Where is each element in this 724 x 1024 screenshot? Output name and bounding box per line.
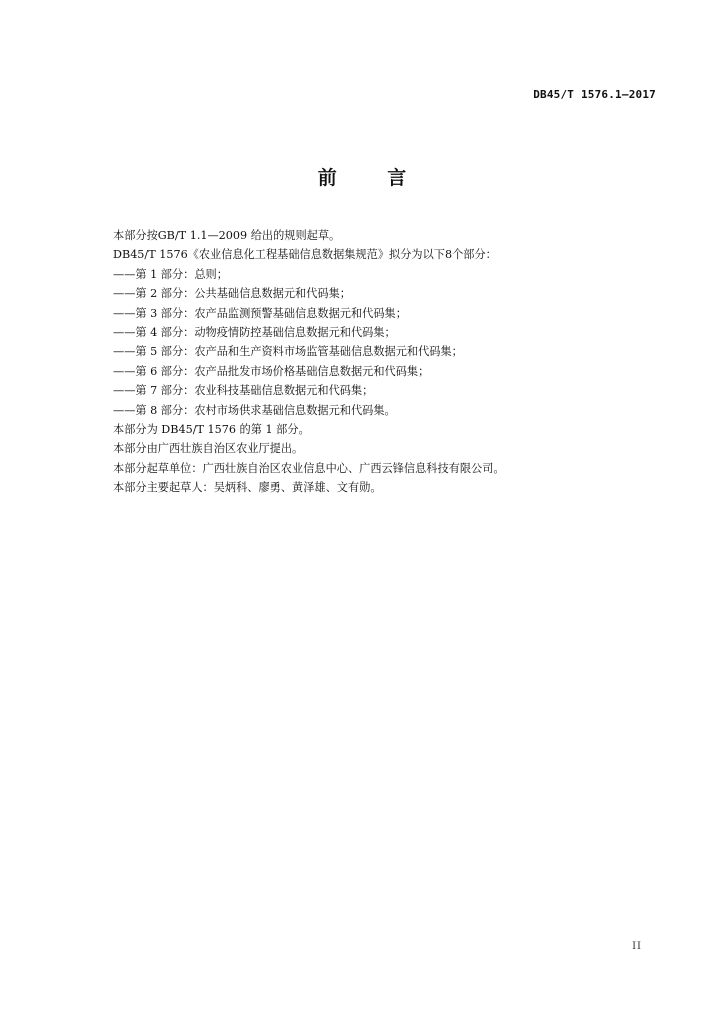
list-item-part-7: ——第 7 部分：农业科技基础信息数据元和代码集； (113, 384, 374, 398)
list-item-part-3: ——第 3 部分：农产品监测预警基础信息数据元和代码集； (113, 306, 407, 320)
foreword-body (113, 226, 673, 498)
list-item-part-5: ——第 5 部分：农产品和生产资料市场监管基础信息数据元和代码集； (113, 345, 463, 359)
paragraph-drafting-rule: 本部分按GB/T 1.1—2009 给出的规则起草。 (113, 229, 341, 242)
paragraph-proposer: 本部分由广西壮族自治区农业厅提出。 (113, 442, 304, 456)
paragraph-drafters: 本部分主要起草人：吴炳科、廖勇、黄泽雄、文有勋。 (113, 481, 382, 495)
list-item-part-2: ——第 2 部分：公共基础信息数据元和代码集； (113, 287, 351, 301)
list-item-part-4: ——第 4 部分：动物疫情防控基础信息数据元和代码集； (113, 326, 396, 340)
paragraph-standard-parts: DB45/T 1576《农业信息化工程基础信息数据集规范》拟分为以下8个部分： (113, 248, 497, 262)
list-item-part-6: ——第 6 部分：农产品批发市场价格基础信息数据元和代码集； (113, 364, 430, 378)
page-number: II (632, 941, 642, 952)
list-item-part-1: ——第 1 部分：总则； (113, 267, 228, 281)
page-title: 前 言 (317, 167, 429, 189)
paragraph-this-part: 本部分为 DB45/T 1576 的第 1 部分。 (113, 423, 310, 437)
document-id: DB45/T 1576.1—2017 (533, 88, 656, 101)
paragraph-drafting-units: 本部分起草单位：广西壮族自治区农业信息中心、广西云锋信息科技有限公司。 (113, 461, 505, 475)
list-item-part-8: ——第 8 部分：农村市场供求基础信息数据元和代码集。 (113, 403, 396, 417)
